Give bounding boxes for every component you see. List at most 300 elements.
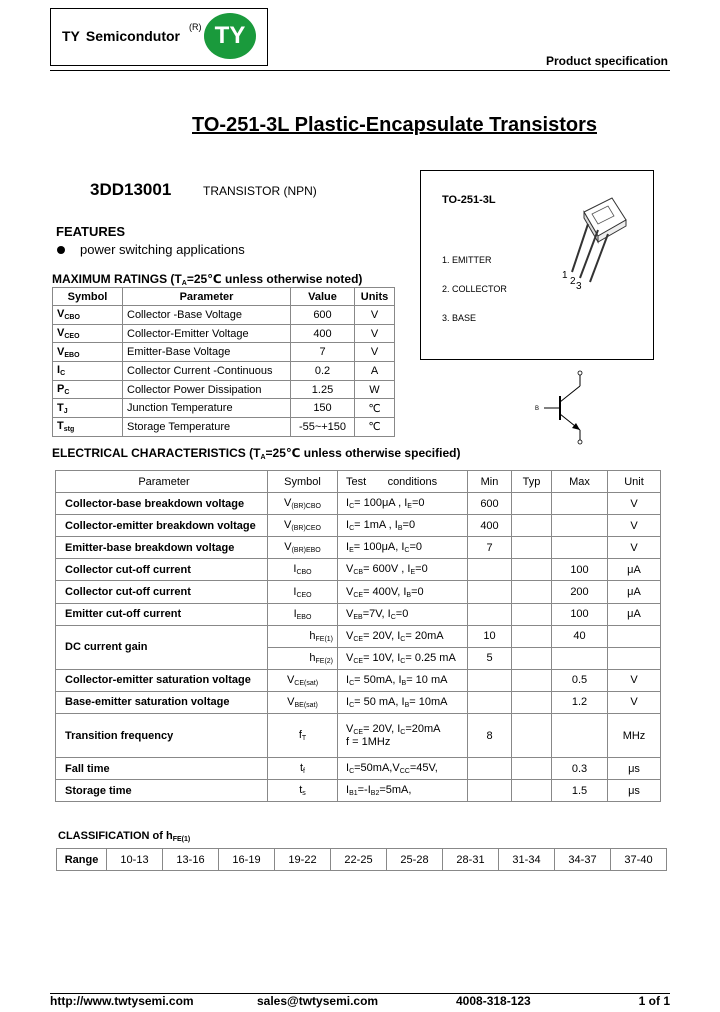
symbol-main: h: [309, 629, 316, 642]
cond-part: = 1mA , I: [354, 519, 398, 532]
symbol-main: t: [299, 784, 303, 797]
max-cell: [552, 714, 608, 758]
cond-sub: CC: [399, 768, 410, 776]
cond-part: =5mA,: [379, 784, 412, 797]
cond-sub: B: [406, 591, 412, 599]
parameter-cell: Collector cut-off current: [56, 581, 268, 603]
cond-part: = 20mA: [405, 629, 444, 642]
conditions-cell: [338, 603, 468, 625]
conditions-cell: [338, 780, 468, 802]
range-cell: 16-19: [219, 849, 275, 871]
footer-email-link[interactable]: sales@twtysemi.com: [257, 994, 379, 1008]
symbol-main: V: [284, 541, 292, 554]
symbol-cell: [53, 418, 123, 437]
typ-cell: [512, 714, 552, 758]
min-cell: [468, 603, 512, 625]
typ-cell: [512, 493, 552, 515]
table-row: [56, 537, 661, 559]
symbol-base-label: B: [535, 406, 540, 412]
value-cell: 600: [291, 306, 355, 325]
classification-table: [56, 848, 667, 871]
cond-sub: C: [404, 547, 410, 555]
min-cell: 400: [468, 515, 512, 537]
feature-item: power switching applications: [80, 242, 245, 257]
electrical-characteristics-table: [55, 470, 661, 802]
cond-part: I: [346, 784, 350, 797]
value-cell: 7: [291, 343, 355, 362]
cond-part: = 100μA, I: [353, 541, 405, 554]
min-cell: 600: [468, 493, 512, 515]
table-row: [53, 380, 395, 399]
col-header-symbol: Symbol: [268, 471, 338, 493]
cond-sub: C: [349, 768, 355, 776]
typ-cell: [512, 691, 552, 713]
symbol-main: h: [309, 651, 316, 664]
cond-sub: CB: [353, 569, 364, 577]
features-heading: FEATURES: [56, 224, 126, 239]
symbol-main: P: [57, 383, 65, 396]
symbol-main: V: [57, 345, 65, 358]
cond-part: =0: [395, 607, 409, 620]
cond-sub: C: [390, 613, 396, 621]
table-row: [53, 418, 395, 437]
pkg-pin-number-1: 1: [562, 270, 568, 281]
table-header-row: [53, 288, 395, 306]
conditions-cell: [338, 647, 468, 669]
cond-sub: B1: [349, 790, 358, 798]
conditions-cell: [338, 537, 468, 559]
min-cell: 5: [468, 647, 512, 669]
max-cell: 40: [552, 625, 608, 647]
cond-sub: C: [400, 635, 406, 643]
typ-cell: [512, 515, 552, 537]
table-row: [53, 362, 395, 381]
unit-cell: A: [355, 362, 395, 381]
col-header-typ: Typ: [512, 471, 552, 493]
col-header-symbol: Symbol: [53, 288, 123, 306]
cond-line-1: [346, 723, 463, 736]
typ-cell: [512, 537, 552, 559]
symbol-sub: s: [302, 790, 306, 798]
symbol-cell: [53, 324, 123, 343]
symbol-cell: [53, 306, 123, 325]
table-row: [56, 581, 661, 603]
part-type: TRANSISTOR (NPN): [203, 184, 317, 198]
cond-part: = 100μA , I: [354, 497, 408, 510]
min-cell: 8: [468, 714, 512, 758]
cond-sub: EB: [353, 613, 363, 621]
col-header-conditions: Test conditions: [338, 471, 468, 493]
min-cell: [468, 780, 512, 802]
symbol-sub: J: [63, 407, 68, 415]
symbol-sub: (BR)CEO: [291, 525, 321, 533]
value-cell: 150: [291, 399, 355, 418]
cond-part: =0: [409, 541, 423, 554]
symbol-sub: stg: [63, 426, 75, 434]
table-row: [56, 603, 661, 625]
col-header-value: Value: [291, 288, 355, 306]
cond-sub: CE: [353, 591, 364, 599]
symbol-cell: [268, 758, 338, 780]
min-cell: [468, 581, 512, 603]
pkg-pin-number-2: 2: [570, 276, 576, 287]
symbol-main: T: [57, 401, 64, 414]
unit-cell: V: [608, 669, 661, 691]
cond-sub: CE: [353, 635, 364, 643]
unit-cell: V: [608, 537, 661, 559]
cls-title-pre: CLASSIFICATION of h: [58, 830, 173, 842]
symbol-cell: [268, 581, 338, 603]
parameter-cell: Fall time: [56, 758, 268, 780]
max-ratings-table: [52, 287, 395, 437]
value-cell: 1.25: [291, 380, 355, 399]
unit-cell: [608, 647, 661, 669]
table-row: [56, 515, 661, 537]
symbol-sub: T: [301, 735, 307, 743]
min-cell: 7: [468, 537, 512, 559]
col-header-units: Units: [355, 288, 395, 306]
symbol-sub: CE(sat): [294, 679, 319, 687]
ec-title-sub: A: [260, 454, 266, 461]
parameter-cell: Transition frequency: [56, 714, 268, 758]
col-header-max: Max: [552, 471, 608, 493]
cond-part: V: [346, 607, 354, 620]
unit-cell: V: [355, 324, 395, 343]
range-cell: 31-34: [499, 849, 555, 871]
table-row: [56, 691, 661, 713]
symbol-main: f: [298, 729, 302, 742]
table-row: [56, 559, 661, 581]
value-cell: 400: [291, 324, 355, 343]
table-header-row: [56, 471, 661, 493]
unit-cell: μs: [608, 758, 661, 780]
pin-label-emitter: 1. EMITTER: [442, 255, 492, 265]
symbol-sub: CEO: [64, 333, 80, 341]
col-header-parameter: Parameter: [56, 471, 268, 493]
table-row: [53, 324, 395, 343]
unit-cell: V: [355, 306, 395, 325]
cond-part: =0: [415, 563, 428, 576]
ec-title-pre: ELECTRICAL CHARACTERISTICS (T: [52, 446, 261, 460]
symbol-sub: f: [303, 768, 305, 776]
symbol-cell: [268, 537, 338, 559]
range-cell: 13-16: [163, 849, 219, 871]
cond-part: V: [346, 629, 354, 642]
symbol-sub: FE(2): [315, 657, 333, 665]
cond-part: =-I: [357, 784, 371, 797]
parameter-cell: Collector -Base Voltage: [123, 306, 291, 325]
typ-cell: [512, 758, 552, 780]
mr-title-pre: MAXIMUM RATINGS (T: [52, 272, 182, 286]
parameter-cell: Storage time: [56, 780, 268, 802]
cond-sub: E: [407, 503, 412, 511]
symbol-sub: BE(sat): [294, 701, 318, 709]
brand-word: Semicondutor: [85, 28, 181, 44]
cond-line-2: f = 1MHz: [346, 736, 391, 749]
range-cell: 37-40: [611, 849, 667, 871]
symbol-cell: [268, 691, 338, 713]
cond-part: = 50 mA, I: [354, 695, 405, 708]
typ-cell: [512, 669, 552, 691]
unit-cell: W: [355, 380, 395, 399]
mr-title-post: =25℃ unless otherwise noted): [186, 272, 363, 286]
min-cell: 10: [468, 625, 512, 647]
parameter-cell: Emitter cut-off current: [56, 603, 268, 625]
range-cell: 28-31: [443, 849, 499, 871]
unit-cell: V: [608, 515, 661, 537]
cond-sub: C: [349, 701, 355, 709]
symbol-cell: [53, 362, 123, 381]
table-row: [56, 780, 661, 802]
symbol-sub: C: [64, 389, 70, 397]
unit-cell: V: [608, 493, 661, 515]
header-rule: [50, 70, 670, 71]
symbol-cell: [53, 343, 123, 362]
typ-cell: [512, 581, 552, 603]
symbol-cell: [53, 380, 123, 399]
min-cell: [468, 691, 512, 713]
max-cell: 100: [552, 603, 608, 625]
unit-cell: μA: [608, 581, 661, 603]
range-cell: 19-22: [275, 849, 331, 871]
package-name: TO-251-3L: [442, 194, 496, 206]
cond-sub: CE: [353, 729, 364, 737]
symbol-sub: (BR)CBO: [291, 503, 321, 511]
typ-cell: [512, 625, 552, 647]
col-header-unit: Unit: [608, 471, 661, 493]
range-cell: 22-25: [331, 849, 387, 871]
min-cell: [468, 669, 512, 691]
min-cell: [468, 559, 512, 581]
ty-logo-circle: TY: [204, 13, 256, 59]
brand-name: [62, 28, 180, 44]
symbol-main: I: [293, 563, 297, 576]
cond-sub: B: [404, 701, 410, 709]
parameter-cell: Collector-Emitter Voltage: [123, 324, 291, 343]
parameter-cell: Base-emitter saturation voltage: [56, 691, 268, 713]
symbol-sub: FE(1): [315, 635, 333, 643]
cond-part: I: [346, 762, 350, 775]
bullet-icon: [57, 246, 65, 254]
cond-sub: CE: [353, 657, 364, 665]
symbol-main: V: [287, 695, 295, 708]
unit-cell: ℃: [355, 399, 395, 418]
max-ratings-title: [52, 272, 362, 287]
max-cell: [552, 537, 608, 559]
conditions-cell: [338, 493, 468, 515]
symbol-sub: CBO: [296, 569, 312, 577]
cond-part: =45V,: [409, 762, 438, 775]
conditions-cell: [338, 559, 468, 581]
symbol-main: T: [57, 420, 64, 433]
cond-part: = 20V, I: [363, 629, 401, 642]
cond-part: V: [346, 723, 354, 736]
parameter-cell: Emitter-Base Voltage: [123, 343, 291, 362]
table-row: [56, 669, 661, 691]
symbol-cell: [268, 625, 338, 647]
parameter-cell: Collector cut-off current: [56, 559, 268, 581]
pin-label-base: 3. BASE: [442, 313, 477, 323]
package-drawing-icon: [558, 190, 638, 290]
symbol-sub: EBO: [296, 613, 312, 621]
symbol-main: V: [286, 673, 295, 686]
cond-part: = 50mA, I: [354, 673, 402, 686]
cond-part: V: [346, 585, 354, 598]
registered-letter: R: [192, 22, 199, 32]
max-cell: 1.2: [552, 691, 608, 713]
cond-part: I: [346, 497, 350, 510]
symbol-cell: [268, 493, 338, 515]
cond-part: = 10mA: [409, 695, 448, 708]
parameter-cell: Junction Temperature: [123, 399, 291, 418]
typ-cell: [512, 603, 552, 625]
table-row: [56, 625, 661, 647]
pin-label-collector: 2. COLLECTOR: [442, 284, 507, 294]
brand-prefix: TY: [62, 28, 80, 44]
table-row: [53, 343, 395, 362]
cond-part: I: [346, 673, 350, 686]
footer-url-link[interactable]: http://www.twtysemi.com: [50, 994, 194, 1008]
cond-part: =0: [411, 585, 424, 598]
parameter-cell: Storage Temperature: [123, 418, 291, 437]
unit-cell: V: [608, 691, 661, 713]
value-cell: 0.2: [291, 362, 355, 381]
cond-sub: E: [410, 569, 416, 577]
cond-part: =50mA,V: [354, 762, 400, 775]
pkg-pin-number-3: 3: [576, 281, 582, 290]
max-cell: 0.5: [552, 669, 608, 691]
table-row: [53, 306, 395, 325]
symbol-main: t: [299, 762, 304, 775]
unit-cell: [608, 625, 661, 647]
max-cell: 1.5: [552, 780, 608, 802]
symbol-main: I: [293, 607, 297, 620]
conditions-cell: [338, 669, 468, 691]
symbol-cell: [268, 647, 338, 669]
cond-part: V: [346, 563, 354, 576]
page-number: 1 of 1: [638, 994, 670, 1008]
unit-cell: ℃: [355, 418, 395, 437]
unit-cell: V: [355, 343, 395, 362]
unit-cell: μs: [608, 780, 661, 802]
symbol-cell: [268, 559, 338, 581]
conditions-cell: [338, 714, 468, 758]
registered-mark: (R): [189, 22, 202, 32]
cond-part: = 0.25 mA: [405, 651, 456, 664]
symbol-cell: [268, 780, 338, 802]
cond-part: = 10 mA: [406, 673, 448, 686]
symbol-cell: [268, 603, 338, 625]
range-cell: 34-37: [555, 849, 611, 871]
range-label-cell: Range: [57, 849, 107, 871]
typ-cell: [512, 647, 552, 669]
cls-title-sub: FE(1): [172, 836, 191, 843]
symbol-main: V: [284, 519, 292, 532]
parameter-cell: Collector Power Dissipation: [123, 380, 291, 399]
cond-part: I: [346, 695, 350, 708]
col-header-min: Min: [468, 471, 512, 493]
symbol-sub: (BR)EBO: [291, 547, 321, 555]
max-cell: 200: [552, 581, 608, 603]
typ-cell: [512, 559, 552, 581]
mr-title-sub: A: [181, 280, 187, 287]
typ-cell: [512, 780, 552, 802]
cond-part: = 10V, I: [363, 651, 401, 664]
range-cell: 10-13: [107, 849, 163, 871]
table-row: [56, 758, 661, 780]
parameter-cell: Collector-emitter saturation voltage: [56, 669, 268, 691]
unit-cell: MHz: [608, 714, 661, 758]
cond-part: =7V, I: [362, 607, 391, 620]
symbol-cell: [268, 714, 338, 758]
cond-part: = 400V, I: [363, 585, 407, 598]
conditions-cell: [338, 758, 468, 780]
part-number: 3DD13001: [90, 180, 172, 199]
range-cell: 25-28: [387, 849, 443, 871]
cond-sub: B2: [370, 790, 380, 798]
parameter-cell: DC current gain: [56, 625, 268, 669]
max-cell: 100: [552, 559, 608, 581]
table-row: [57, 849, 667, 871]
symbol-sub: EBO: [64, 351, 80, 359]
parameter-cell: Collector-base breakdown voltage: [56, 493, 268, 515]
page-title: TO-251-3L Plastic-Encapsulate Transistors: [192, 114, 597, 136]
conditions-cell: [338, 515, 468, 537]
cond-part: =0: [411, 497, 425, 510]
max-cell: [552, 647, 608, 669]
value-cell: -55~+150: [291, 418, 355, 437]
cond-sub: C: [349, 679, 355, 687]
symbol-cell: [268, 515, 338, 537]
cond-part: V: [346, 651, 354, 664]
min-cell: [468, 758, 512, 780]
footer-phone: 4008-318-123: [456, 994, 531, 1008]
max-cell: [552, 493, 608, 515]
unit-cell: μA: [608, 559, 661, 581]
cond-part: =20mA: [405, 723, 441, 736]
cond-sub: E: [349, 547, 354, 555]
conditions-cell: [338, 581, 468, 603]
npn-transistor-symbol-icon: [532, 368, 592, 446]
cond-part: I: [346, 541, 350, 554]
cond-sub: C: [400, 729, 406, 737]
symbol-main: V: [57, 327, 65, 340]
col-header-parameter: Parameter: [123, 288, 291, 306]
cond-part: =0: [402, 519, 416, 532]
table-row: [53, 399, 395, 418]
cond-part: = 600V , I: [363, 563, 411, 576]
cond-sub: B: [401, 679, 407, 687]
ec-title-post: =25℃ unless otherwise specified): [265, 446, 461, 460]
symbol-sub: CBO: [64, 314, 80, 322]
symbol-main: I: [57, 364, 61, 377]
classification-title: [58, 830, 190, 843]
table-row: [56, 493, 661, 515]
parameter-cell: Emitter-base breakdown voltage: [56, 537, 268, 559]
cond-sub: B: [397, 525, 403, 533]
cond-sub: C: [400, 657, 406, 665]
symbol-main: I: [293, 585, 297, 598]
max-cell: 0.3: [552, 758, 608, 780]
symbol-cell: [268, 669, 338, 691]
symbol-cell: [53, 399, 123, 418]
conditions-cell: [338, 691, 468, 713]
symbol-main: V: [284, 497, 292, 510]
cond-part: I: [346, 519, 350, 532]
electrical-characteristics-title: [52, 446, 460, 461]
max-cell: [552, 515, 608, 537]
conditions-cell: [338, 625, 468, 647]
